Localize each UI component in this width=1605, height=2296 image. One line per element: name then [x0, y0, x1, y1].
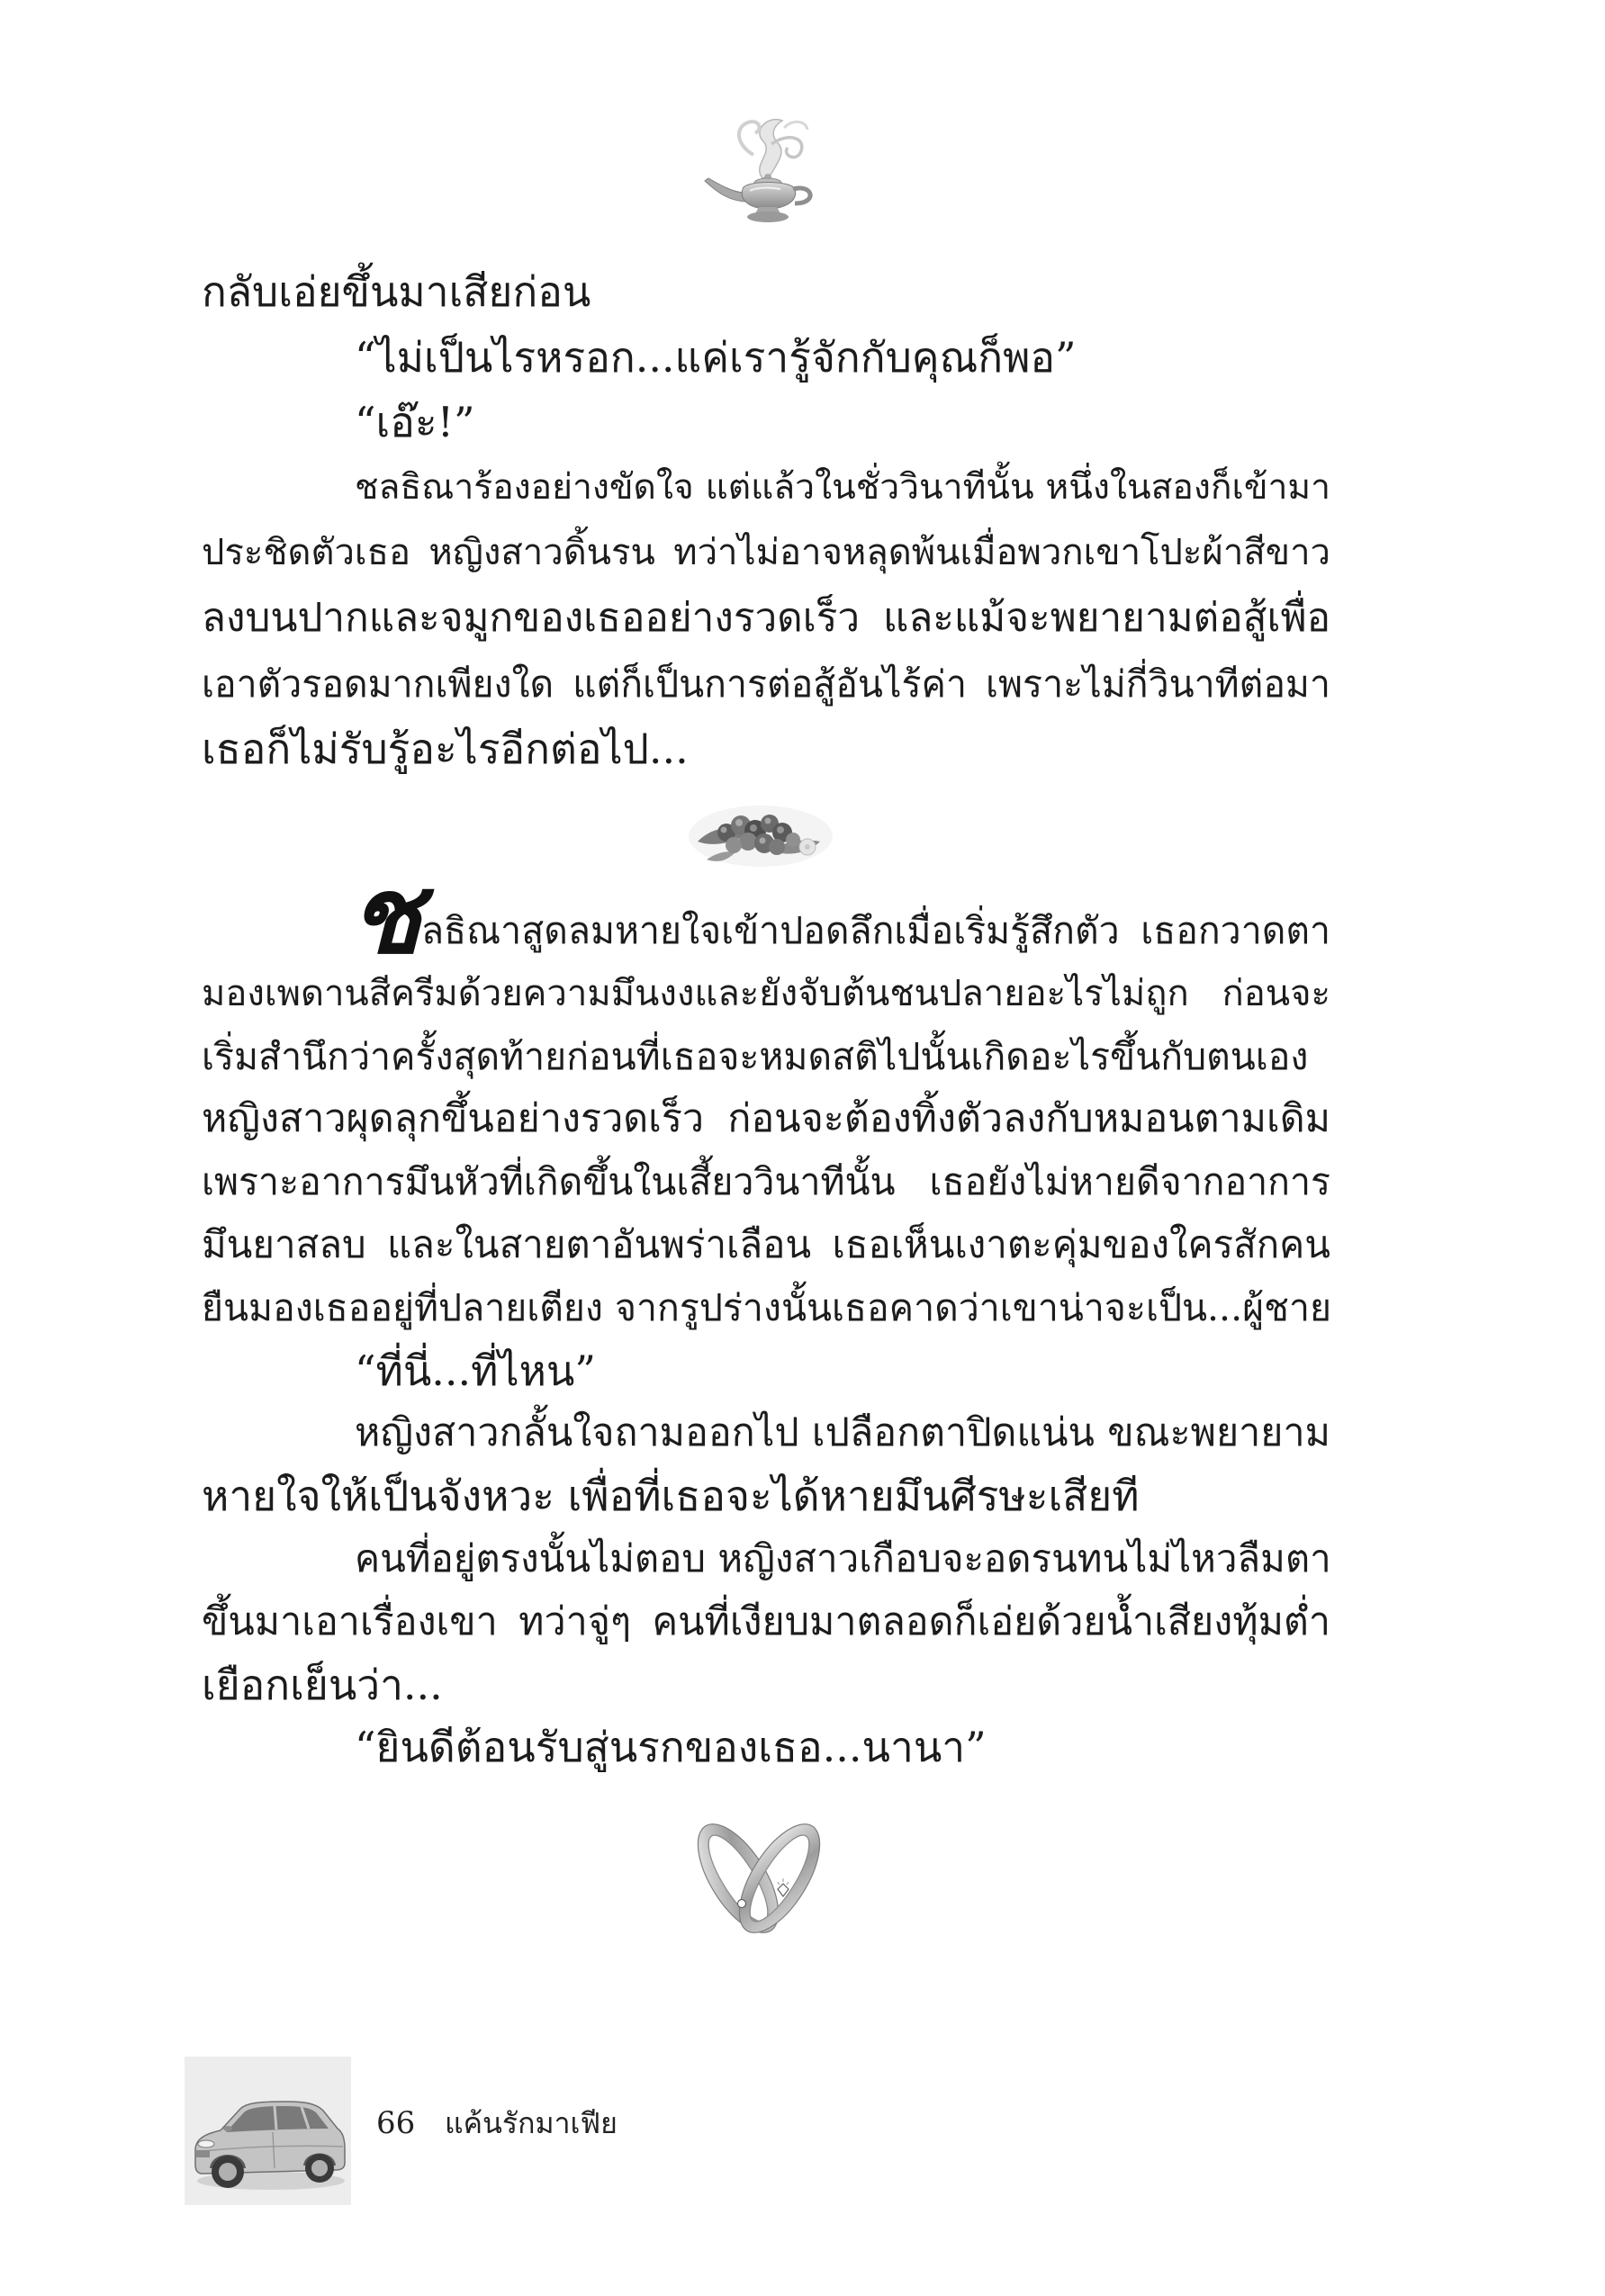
- text-line: ชลธิณาร้องอย่างขัดใจ แต่แล้วในชั่ววินาทีนั้น หนึ่งในสองก็เข้ามา: [355, 467, 1330, 508]
- text-line: มึนยาสลบ และในสายตาอันพร่าเลือน เธอเห็นเงาตะคุ่มของใครสักคน: [202, 1222, 1330, 1266]
- text-line: มองเพดานสีครีมด้วยความมึนงงและยังจับต้นชนปลายอะไรไม่ถูก ก่อนจะ: [202, 973, 1330, 1014]
- dialogue-line: “ที่นี่...ที่ไหน”: [355, 1346, 596, 1395]
- text-line: ลธิณาสูดลมหายใจเข้าปอดลึกเมื่อเริ่มรู้สึกตัว เธอกวาดตา: [421, 909, 1330, 952]
- text-line: หญิงสาวกลั้นใจถามออกไป เปลือกตาปิดแน่น ขณะพยายาม: [355, 1410, 1330, 1455]
- page-number: 66: [376, 2105, 416, 2141]
- running-title: แค้นรักมาเฟีย: [445, 2106, 618, 2140]
- text-line: กลับเอ่ยขึ้นมาเสียก่อน: [202, 267, 591, 316]
- text-line: ลงบนปากและจมูกของเธออย่างรวดเร็ว และแม้จะพยายามต่อสู้เพื่อ: [202, 595, 1330, 641]
- text-line: ขึ้นมาเอาเรื่องเขา ทว่าจู่ๆ คนที่เงียบมาตลอดก็เอ่ยด้วยน้ำเสียงทุ้มต่ำ: [202, 1599, 1330, 1644]
- text-line: หายใจให้เป็นจังหวะ เพื่อที่เธอจะได้หายมึนศีรษะเสียที: [202, 1472, 1140, 1520]
- text-line: เพราะอาการมึนหัวที่เกิดขึ้นในเสี้ยววินาทีนั้น เธอยังไม่หายดีจากอาการ: [202, 1160, 1330, 1203]
- text-line: ยืนมองเธออยู่ที่ปลายเตียง จากรูปร่างนั้นเธอคาดว่าเขาน่าจะเป็น...ผู้ชาย: [202, 1286, 1332, 1329]
- text-line: ประชิดตัวเธอ หญิงสาวดิ้นรน ทว่าไม่อาจหลุดพ้นเมื่อพวกเขาโปะผ้าสีขาว: [202, 532, 1330, 573]
- dialogue-line: “เอ๊ะ!”: [355, 398, 475, 446]
- genie-lamp-icon: [698, 108, 833, 230]
- text-line: คนที่อยู่ตรงนั้นไม่ตอบ หญิงสาวเกือบจะอดรนทนไม่ไหวลืมตา: [355, 1536, 1331, 1580]
- text-line: เริ่มสำนึกว่าครั้งสุดท้ายก่อนที่เธอจะหมดสติไปนั้นเกิดอะไรขึ้นกับตนเอง: [202, 1035, 1309, 1078]
- text-line: เยือกเย็นว่า...: [202, 1661, 443, 1709]
- text-line: เอาตัวรอดมากเพียงใด แต่ก็เป็นการต่อสู้อันไร้ค่า เพราะไม่กี่วินาทีต่อมา: [202, 662, 1330, 706]
- dialogue-line: “ไม่เป็นไรหรอก...แค่เรารู้จักกับคุณก็พอ”: [355, 333, 1077, 382]
- car-icon: [185, 2057, 351, 2205]
- text-line: หญิงสาวผุดลุกขึ้นอย่างรวดเร็ว ก่อนจะต้องทิ้งตัวลงกับหมอนตามเดิม: [202, 1096, 1330, 1141]
- wedding-rings-icon: [684, 1814, 833, 1949]
- text-line: เธอก็ไม่รับรู้อะไรอีกต่อไป...: [202, 725, 689, 773]
- flower-bouquet-icon: [681, 797, 834, 869]
- drop-cap: ช: [349, 852, 422, 977]
- dialogue-line: “ยินดีต้อนรับสู่นรกของเธอ...นานา”: [355, 1723, 987, 1771]
